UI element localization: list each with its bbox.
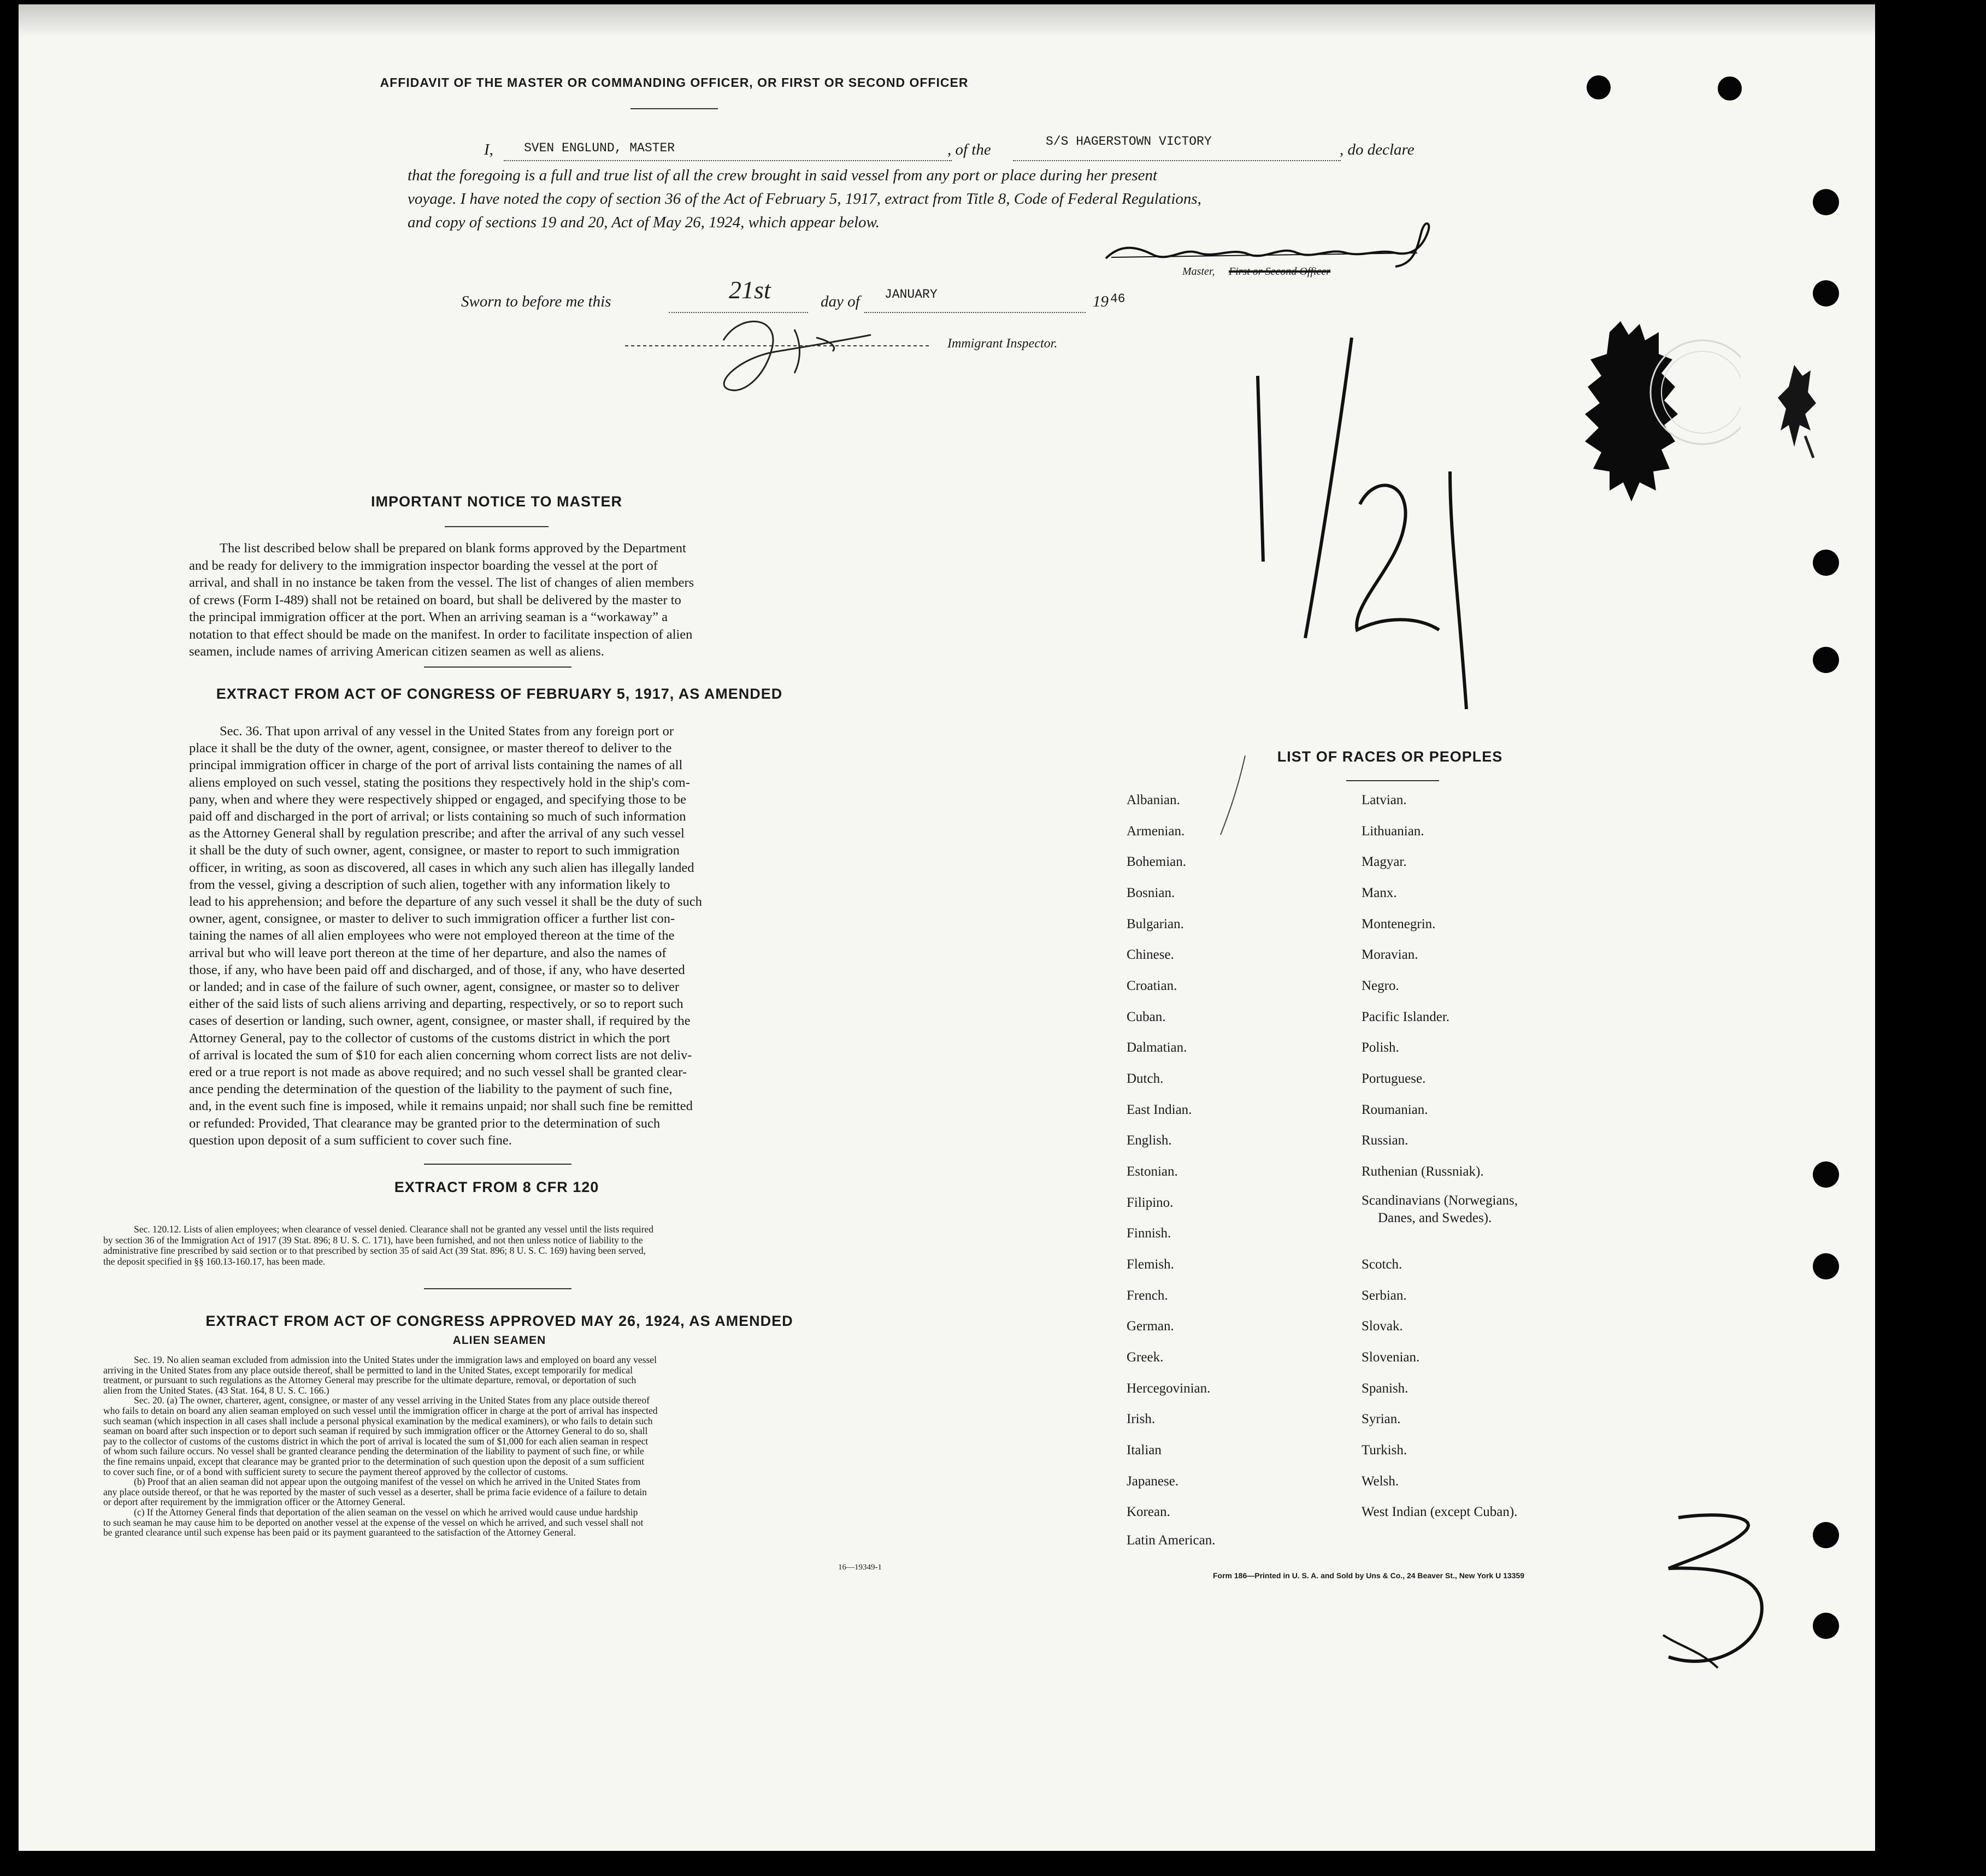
- race-item: Cuban.: [1127, 1010, 1166, 1024]
- act-1924-form-number: 16—19349-1: [838, 1563, 882, 1572]
- punch-hole: [1813, 1253, 1839, 1279]
- race-item: Welsh.: [1362, 1474, 1399, 1489]
- race-item: Danes, and Swedes).: [1378, 1211, 1492, 1225]
- race-item: Filipino.: [1127, 1195, 1174, 1210]
- race-item: Lithuanian.: [1362, 824, 1424, 839]
- act-1917-line: pany, when and where they were respectively shipped or engaged, and specifying those to be: [189, 792, 687, 807]
- race-item: East Indian.: [1127, 1102, 1192, 1117]
- race-item: Albanian.: [1127, 793, 1180, 807]
- notice-line: notation to that effect should be made on the manifest. In order to facilitate inspection of alien: [189, 627, 693, 642]
- wax-seal-icon: [1577, 310, 1741, 518]
- signature-caption-prefix: Master,: [1182, 266, 1215, 278]
- affidavit-body-line-2: voyage. I have noted the copy of section 36 of the Act of February 5, 1917, extract from Title 8, Code of Federal Regulations,: [408, 190, 1201, 208]
- race-item: Bulgarian.: [1127, 917, 1184, 931]
- declare-label: , do declare: [1340, 141, 1415, 158]
- race-item: Roumanian.: [1362, 1102, 1428, 1117]
- act-1917-line: officer, in writing, as soon as discovered, all cases in which any such alien has illegally landed: [189, 860, 694, 875]
- race-item: Dutch.: [1127, 1071, 1164, 1086]
- race-item: Latvian.: [1362, 793, 1407, 807]
- race-item: Dalmatian.: [1127, 1040, 1187, 1055]
- punch-hole: [1813, 280, 1839, 306]
- act-1924-line: any place outside thereof, or that he was reported by the master of such vessel as a deserter, shall be prima facie evidence of a failure to detain: [103, 1486, 647, 1497]
- race-item: Bosnian.: [1127, 886, 1175, 900]
- act-1917-line: of arrival is located the sum of $10 for each alien concerning whom correct lists are not deliv-: [189, 1047, 692, 1063]
- act-1917-line: owner, agent, consignee, or master to deliver to such immigration officer a further list con-: [189, 911, 675, 927]
- race-item: Syrian.: [1362, 1412, 1401, 1426]
- race-item: Slovak.: [1362, 1319, 1403, 1334]
- act-1917-line: and, in the event such fine is imposed, while it remains unpaid; nor shall such fine be remitted: [189, 1099, 693, 1114]
- race-item: Estonian.: [1127, 1164, 1178, 1179]
- races-list: [1127, 793, 1618, 1563]
- race-item: English.: [1127, 1133, 1172, 1148]
- race-item: Flemish.: [1127, 1257, 1174, 1272]
- act-1924-line: of whom such failure occurs. No vessel shall be granted clearance pending the determination of the liability to payment of such fine, or while: [103, 1446, 644, 1457]
- notice-line: the principal immigration officer at the port. When an arriving seaman is a “workaway” a: [189, 610, 668, 624]
- inspector-signature-icon: [614, 308, 942, 406]
- act-1924-line: to cover such fine, or of a bond with sufficient surety to secure the payment thereof approved by the collector of customs.: [103, 1466, 568, 1477]
- act-1917-line: ance pending the determination of the question of the liability to the payment of such fine,: [189, 1082, 673, 1097]
- race-item: Portuguese.: [1362, 1071, 1426, 1086]
- race-item: Ruthenian (Russniak).: [1362, 1164, 1484, 1179]
- race-item: Japanese.: [1127, 1474, 1179, 1489]
- signature-caption-struck: First or Second Officer: [1229, 266, 1331, 278]
- race-item: Korean.: [1127, 1505, 1170, 1519]
- race-item: French.: [1127, 1288, 1168, 1303]
- act-1917-line: it shall be the duty of such owner, agent, consignee, or master to report to such immigration: [189, 843, 680, 858]
- race-item: Polish.: [1362, 1040, 1399, 1055]
- race-item: Italian: [1127, 1443, 1162, 1458]
- master-name-line: [504, 160, 952, 161]
- notice-body: [189, 540, 806, 660]
- act-1917-line: Attorney General, pay to the collector of customs of the customs district in which the port: [189, 1030, 670, 1046]
- race-item: Irish.: [1127, 1412, 1156, 1426]
- act-1924-subheading: ALIEN SEAMEN: [452, 1334, 546, 1347]
- act-1917-line: principal immigration officer in charge of the port of arrival lists containing the names of all: [189, 758, 683, 773]
- act-1924-line: Sec. 20. (a) The owner, charterer, agent, consignee, or master of any vessel arriving in the United States from any place outside thereof: [134, 1395, 650, 1406]
- race-item: Slovenian.: [1362, 1350, 1420, 1365]
- act-1917-line: cases of desertion or landing, such owner, agent, consignee, or master shall, if required by the: [189, 1013, 691, 1029]
- act-1924-line: pay to the collector of customs of the customs district in which the port of arrival is located the sum of $1,000 for each alien seaman in respect: [103, 1435, 649, 1447]
- cfr-line: the deposit specified in §§ 160.13-160.17, has been made.: [103, 1255, 326, 1267]
- notice-rule: [445, 526, 549, 527]
- handwritten-corner-number: [1647, 1509, 1778, 1706]
- corner-number-strokes-icon: [1647, 1509, 1778, 1706]
- race-item: Manx.: [1362, 886, 1397, 900]
- cfr-body: [103, 1224, 895, 1267]
- act-1917-line: or refunded: Provided, That clearance may be granted prior to the determination of such: [189, 1116, 661, 1131]
- race-item: Croatian.: [1127, 978, 1177, 993]
- notice-line: The list described below shall be prepared on blank forms approved by the Department: [220, 541, 686, 556]
- manifest-page: [19, 4, 1875, 1851]
- vessel-name-line: [1013, 160, 1341, 161]
- act-1917-line: aliens employed on such vessel, stating the positions they respectively hold in the ship's com-: [189, 775, 690, 790]
- race-item: Hercegovinian.: [1127, 1381, 1211, 1396]
- punch-hole: [1813, 1161, 1839, 1188]
- races-rule: [1346, 780, 1439, 781]
- races-heading: LIST OF RACES OR PEOPLES: [1277, 748, 1503, 765]
- act-1917-line: paid off and discharged in the port of arrival; or lists containing so much of such information: [189, 809, 686, 824]
- race-item: Chinese.: [1127, 947, 1174, 962]
- act-1917-line: question upon deposit of a sum sufficient to cover such fine.: [189, 1132, 512, 1148]
- punch-hole: [1813, 1613, 1839, 1639]
- punch-hole: [1813, 1522, 1839, 1548]
- race-item: Negro.: [1362, 978, 1399, 993]
- act-1924-line: arriving in the United States from any place outside thereof, shall be permitted to land in the United States, except temporarily for medical: [103, 1364, 633, 1376]
- race-item: Latin American.: [1127, 1533, 1216, 1548]
- race-item: Magyar.: [1362, 854, 1407, 869]
- affidavit-title: AFFIDAVIT OF THE MASTER OR COMMANDING OFFICER, OR FIRST OR SECOND OFFICER: [380, 75, 969, 90]
- race-item: German.: [1127, 1319, 1174, 1334]
- punch-hole: [1813, 647, 1839, 673]
- seal-fragment-icon: [1772, 354, 1822, 463]
- act-1917-heading: EXTRACT FROM ACT OF CONGRESS OF FEBRUARY 5, 1917, AS AMENDED: [216, 686, 783, 702]
- cfr-line: Sec. 120.12. Lists of alien employees; when clearance of vessel denied. Clearance shall not be granted any vessel until the lists required: [134, 1224, 654, 1235]
- punch-hole: [1718, 76, 1742, 101]
- cfr-line: by section 36 of the Immigration Act of 1917 (39 Stat. 896; 8 U. S. C. 171), have been furnished, and not then unless notice of liability to the: [103, 1234, 643, 1246]
- race-item: Spanish.: [1362, 1381, 1409, 1396]
- act-1924-line: be granted clearance until such expense has been paid or its payment guaranteed to the satisfaction of the Attorney General.: [103, 1527, 576, 1538]
- act-1917-line: as the Attorney General shall by regulation prescribe; and after the arrival of any such vessel: [189, 826, 685, 841]
- master-name-field: SVEN ENGLUND, MASTER: [524, 141, 675, 155]
- race-item: Finnish.: [1127, 1226, 1171, 1241]
- section-rule: [424, 1164, 571, 1165]
- act-1917-line: place it shall be the duty of the owner, agent, consignee, or master thereof to deliver to the: [189, 741, 672, 756]
- act-1924-line: to such seaman he may cause him to be deported on another vessel at the expense of the vessel on which he arrived, and such vessel shall not: [103, 1517, 644, 1528]
- act-1917-line: lead to his apprehension; and before the departure of any such vessel it shall be the duty of such: [189, 894, 702, 910]
- act-1924-body: [103, 1355, 895, 1538]
- act-1917-line: from the vessel, giving a description of such alien, together with any information likely to: [189, 877, 670, 892]
- notice-line: of crews (Form I-489) shall not be retained on board, but shall be delivered by the master to: [189, 592, 681, 607]
- race-item: Serbian.: [1362, 1288, 1407, 1303]
- handwritten-page-fraction: [1221, 332, 1494, 715]
- act-1924-line: or deport after requirement by the immigration officer or the Attorney General.: [103, 1496, 405, 1508]
- affidavit-i-label: I,: [484, 141, 493, 158]
- printer-line: Form 186—Printed in U. S. A. and Sold by Uns & Co., 24 Beaver St., New York U 13359: [1213, 1571, 1525, 1580]
- section-rule: [424, 1288, 571, 1289]
- affidavit-body-line-1: that the foregoing is a full and true list of all the crew brought in said vessel from any port or place during her present: [408, 167, 1158, 184]
- sworn-day-field: 21st: [729, 276, 771, 304]
- sworn-month-field: JANUARY: [885, 287, 938, 302]
- race-item: Bohemian.: [1127, 854, 1187, 869]
- race-item: Scotch.: [1362, 1257, 1402, 1272]
- fraction-strokes-icon: [1221, 332, 1494, 715]
- act-1917-line: Sec. 36. That upon arrival of any vessel in the United States from any foreign port or: [220, 724, 674, 739]
- punch-hole: [1813, 189, 1839, 215]
- race-item: Moravian.: [1362, 947, 1418, 962]
- day-of-label: day of: [821, 293, 860, 310]
- sworn-year-field: 46: [1110, 292, 1125, 306]
- notice-heading: IMPORTANT NOTICE TO MASTER: [371, 493, 622, 510]
- affidavit-body-line-3: and copy of sections 19 and 20, Act of May 26, 1924, which appear below.: [408, 214, 880, 231]
- act-1924-line: who fails to detain on board any alien seaman employed on such vessel until the immigration officer in charge at the port of arrival has inspected: [103, 1405, 658, 1416]
- race-item: Montenegrin.: [1362, 917, 1436, 931]
- act-1917-body: [189, 723, 806, 1149]
- act-1924-line: Sec. 19. No alien seaman excluded from admission into the United States under the immigration laws and employed on board any vessel: [134, 1354, 657, 1365]
- race-item: West Indian (except Cuban).: [1362, 1505, 1518, 1519]
- race-item: Russian.: [1362, 1133, 1409, 1148]
- act-1924-heading: EXTRACT FROM ACT OF CONGRESS APPROVED MAY 26, 1924, AS AMENDED: [205, 1313, 793, 1329]
- act-1924-line: alien from the United States. (43 Stat. 164, 8 U. S. C. 166.): [103, 1384, 329, 1396]
- race-item: Turkish.: [1362, 1443, 1407, 1458]
- notice-line: arrival, and shall in no instance be taken from the vessel. The list of changes of alien members: [189, 575, 694, 590]
- act-1917-line: or landed; and in case of the failure of such owner, agent, consignee, or master so to deliver: [189, 980, 680, 995]
- sworn-label: Sworn to before me this: [461, 293, 611, 310]
- inspector-label: Immigrant Inspector.: [947, 337, 1058, 351]
- race-item: Scandinavians (Norwegians,: [1362, 1193, 1518, 1208]
- of-the-label: , of the: [947, 141, 991, 158]
- cfr-heading: EXTRACT FROM 8 CFR 120: [394, 1179, 599, 1195]
- act-1917-line: either of the said lists of such aliens arriving and departing, respectively, or so to report such: [189, 996, 683, 1012]
- notice-line: and be ready for delivery to the immigration inspector boarding the vessel at the port of: [189, 558, 658, 573]
- year-prefix: 19: [1093, 293, 1109, 310]
- act-1917-line: ered or a true report is not made as above required; and no such vessel shall be granted clear-: [189, 1065, 687, 1080]
- race-item: Greek.: [1127, 1350, 1164, 1365]
- title-rule: [630, 108, 718, 109]
- act-1924-line: (b) Proof that an alien seaman did not appear upon the outgoing manifest of the vessel on which he arrived in the United States from: [134, 1476, 641, 1488]
- act-1924-line: the fine remains unpaid, except that clearance may be granted prior to the determination of such question upon the deposit of a sum sufficient: [103, 1455, 645, 1467]
- act-1917-line: those, if any, who have been paid off and discharged, and of those, if any, who have deserted: [189, 962, 685, 977]
- act-1924-line: seaman on board after such inspection or to deport such seaman if required by such immigration officer or the Attorney General to do so, shall: [103, 1425, 648, 1437]
- act-1924-line: treatment, or pursuant to such regulations as the Attorney General may prescribe for the ultimate departure, removal, or deportation of such: [103, 1374, 637, 1386]
- act-1917-line: taining the names of all alien employees who were not employed thereon at the time of the: [189, 928, 675, 943]
- section-rule: [424, 666, 571, 668]
- act-1924-line: such seaman (which inspection in all cases shall include a personal physical examination by the medical examiners), or who fails to detain such: [103, 1415, 653, 1426]
- act-1917-line: arrival but who will leave port thereon at the time of her departure, and also the names of: [189, 945, 667, 960]
- act-1924-line: (c) If the Attorney General finds that deportation of the alien seaman on the vessel on which he arrived would cause undue hardship: [134, 1506, 638, 1518]
- cfr-line: administrative fine prescribed by said section or to that prescribed by section 35 of said Act (39 Stat. 896; 8 U. S. C. 169) having been served,: [103, 1245, 646, 1256]
- race-item: Pacific Islander.: [1362, 1010, 1450, 1024]
- notice-line: seamen, include names of arriving American citizen seamen as well as aliens.: [189, 644, 604, 659]
- vessel-name-field: S/S HAGERSTOWN VICTORY: [1046, 134, 1212, 149]
- punch-hole: [1587, 75, 1611, 99]
- race-item: Armenian.: [1127, 824, 1185, 839]
- punch-hole: [1813, 550, 1839, 576]
